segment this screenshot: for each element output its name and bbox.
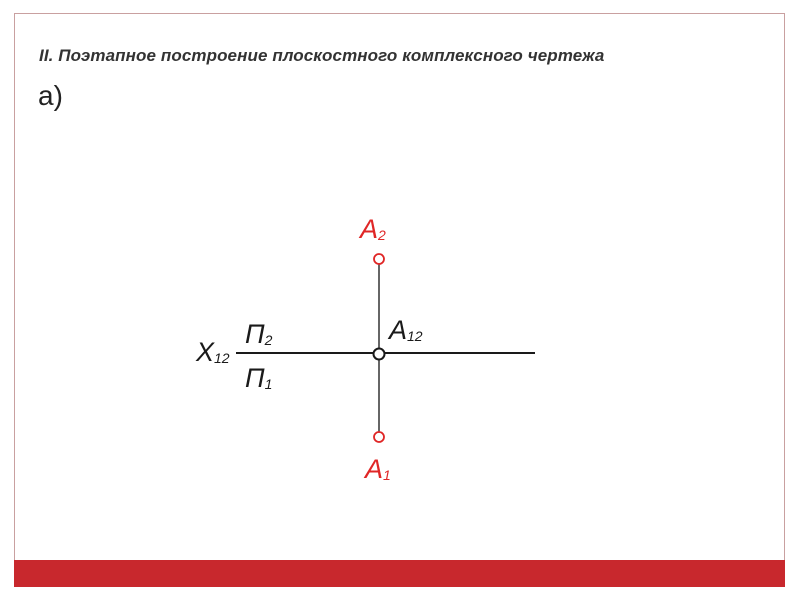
- point-a1-marker: [374, 432, 384, 442]
- point-a12-marker: [374, 349, 385, 360]
- plane-p2-label: П2: [245, 319, 273, 349]
- point-a2-label: A2: [360, 214, 386, 244]
- plane-p1-label: П1: [245, 363, 273, 393]
- point-a12-label: A12: [389, 315, 423, 345]
- slide-title: II. Поэтапное построение плоскостного комплексного чертежа: [39, 46, 605, 65]
- point-a2-marker: [374, 254, 384, 264]
- axis-x12-label: X12: [196, 337, 230, 367]
- footer-bar: [14, 560, 785, 587]
- point-a1-label: A1: [365, 454, 391, 484]
- slide-subtitle: а): [38, 80, 63, 111]
